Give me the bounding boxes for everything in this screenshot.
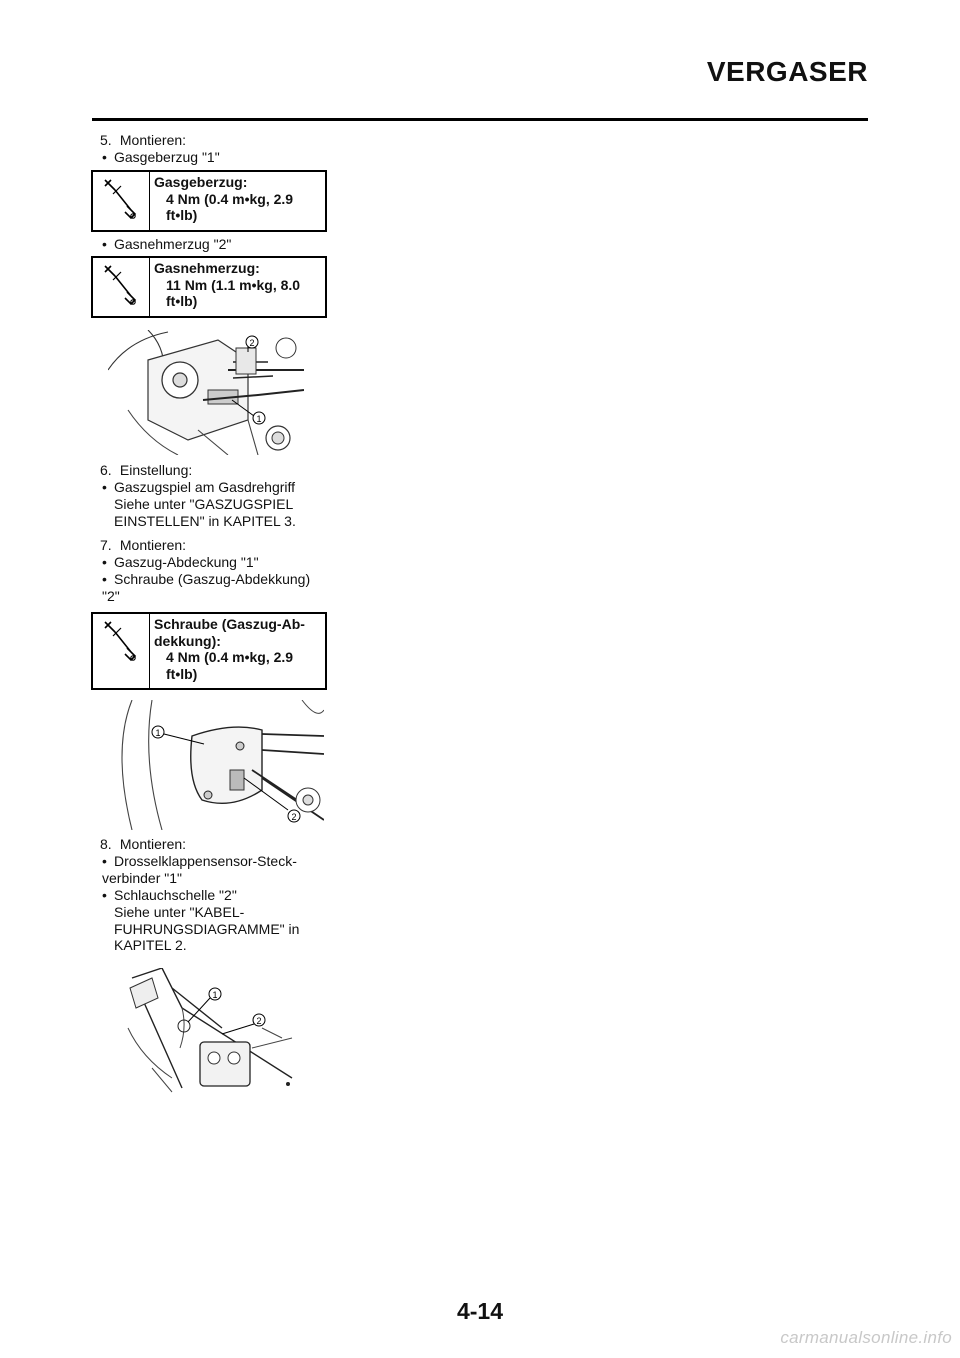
torque-spec-box xyxy=(91,612,327,690)
bullet-text: Gasnehmerzug "2" xyxy=(114,236,232,252)
step-number: 5. xyxy=(100,132,112,148)
title-divider xyxy=(92,118,868,121)
spec-value: 4 Nm (0.4 m•kg, 2.9 ft•lb) xyxy=(166,649,294,682)
page-title: VERGASER xyxy=(706,56,868,87)
step-6 xyxy=(100,462,192,479)
torque-spec-box xyxy=(91,256,327,318)
bullet-text: Schraube (Gaszug-Abdekkung) "2" xyxy=(102,571,311,604)
bullet-text: Gasgeberzug "1" xyxy=(114,149,220,165)
callout-label: 1 xyxy=(212,990,218,1000)
reference-text: Siehe unter "GASZUGSPIEL EINSTELLEN" in KAPITEL 3. xyxy=(114,496,296,529)
step-label: Einstellung: xyxy=(119,462,193,478)
spec-title: Gasgeberzug: xyxy=(154,174,248,190)
step-7 xyxy=(100,537,186,554)
bullet-item: • Schraube (Gaszug-Abdekkung) "2" xyxy=(102,571,311,604)
step-number: 7. xyxy=(100,537,112,553)
step-label: Montieren: xyxy=(119,537,187,553)
callout-label: 2 xyxy=(291,812,297,822)
bullet-item: • Schlauchschelle "2" xyxy=(102,887,237,903)
site-watermark[interactable]: carmanualsonline.info xyxy=(780,1328,952,1347)
bullet-text: Gaszugspiel am Gasdrehgriff xyxy=(114,479,296,495)
throttle-cable-figure xyxy=(108,330,304,455)
bullet-item: • Gasgeberzug "1" xyxy=(102,149,220,165)
torque-spec-box xyxy=(91,170,327,232)
step-8 xyxy=(100,836,186,853)
cable-cover-figure xyxy=(112,700,324,830)
bullet-text: Schlauchschelle "2" xyxy=(114,887,237,903)
step-5 xyxy=(100,132,186,149)
torque-wrench-icon xyxy=(93,258,150,316)
step-number: 6. xyxy=(100,462,112,478)
step-label: Montieren: xyxy=(119,132,187,148)
callout-label: 1 xyxy=(155,728,161,738)
bullet-text: Gaszug-Abdeckung "1" xyxy=(114,554,259,570)
step-label: Montieren: xyxy=(119,836,187,852)
bullet-text: Drosselklappensensor-Steck-verbinder "1" xyxy=(102,853,297,886)
spec-title: Gasnehmerzug: xyxy=(154,260,260,276)
page-number: 4-14 xyxy=(456,1298,504,1324)
torque-wrench-icon xyxy=(93,172,150,230)
spec-value: 11 Nm (1.1 m•kg, 8.0 ft•lb) xyxy=(166,276,301,309)
spec-title: Schraube (Gaszug-Ab-dekkung): xyxy=(154,616,305,649)
callout-label: 2 xyxy=(249,338,255,348)
torque-wrench-icon xyxy=(93,614,150,688)
callout-label: 1 xyxy=(256,414,262,424)
callout-label: 2 xyxy=(256,1016,262,1026)
reference-text: Siehe unter "KABEL-FUHRUNGSDIAGRAMME" in KAPITEL 2. xyxy=(114,904,300,953)
bullet-item: • Drosselklappensensor-Steck-verbinder "1" xyxy=(102,853,297,886)
sensor-connector-figure xyxy=(122,968,298,1096)
spec-value: 4 Nm (0.4 m•kg, 2.9 ft•lb) xyxy=(166,190,294,223)
bullet-item: • Gasnehmerzug "2" xyxy=(102,236,232,252)
step-number: 8. xyxy=(100,836,112,852)
bullet-item: • Gaszugspiel am Gasdrehgriff xyxy=(102,479,296,495)
bullet-item: • Gaszug-Abdeckung "1" xyxy=(102,554,259,570)
